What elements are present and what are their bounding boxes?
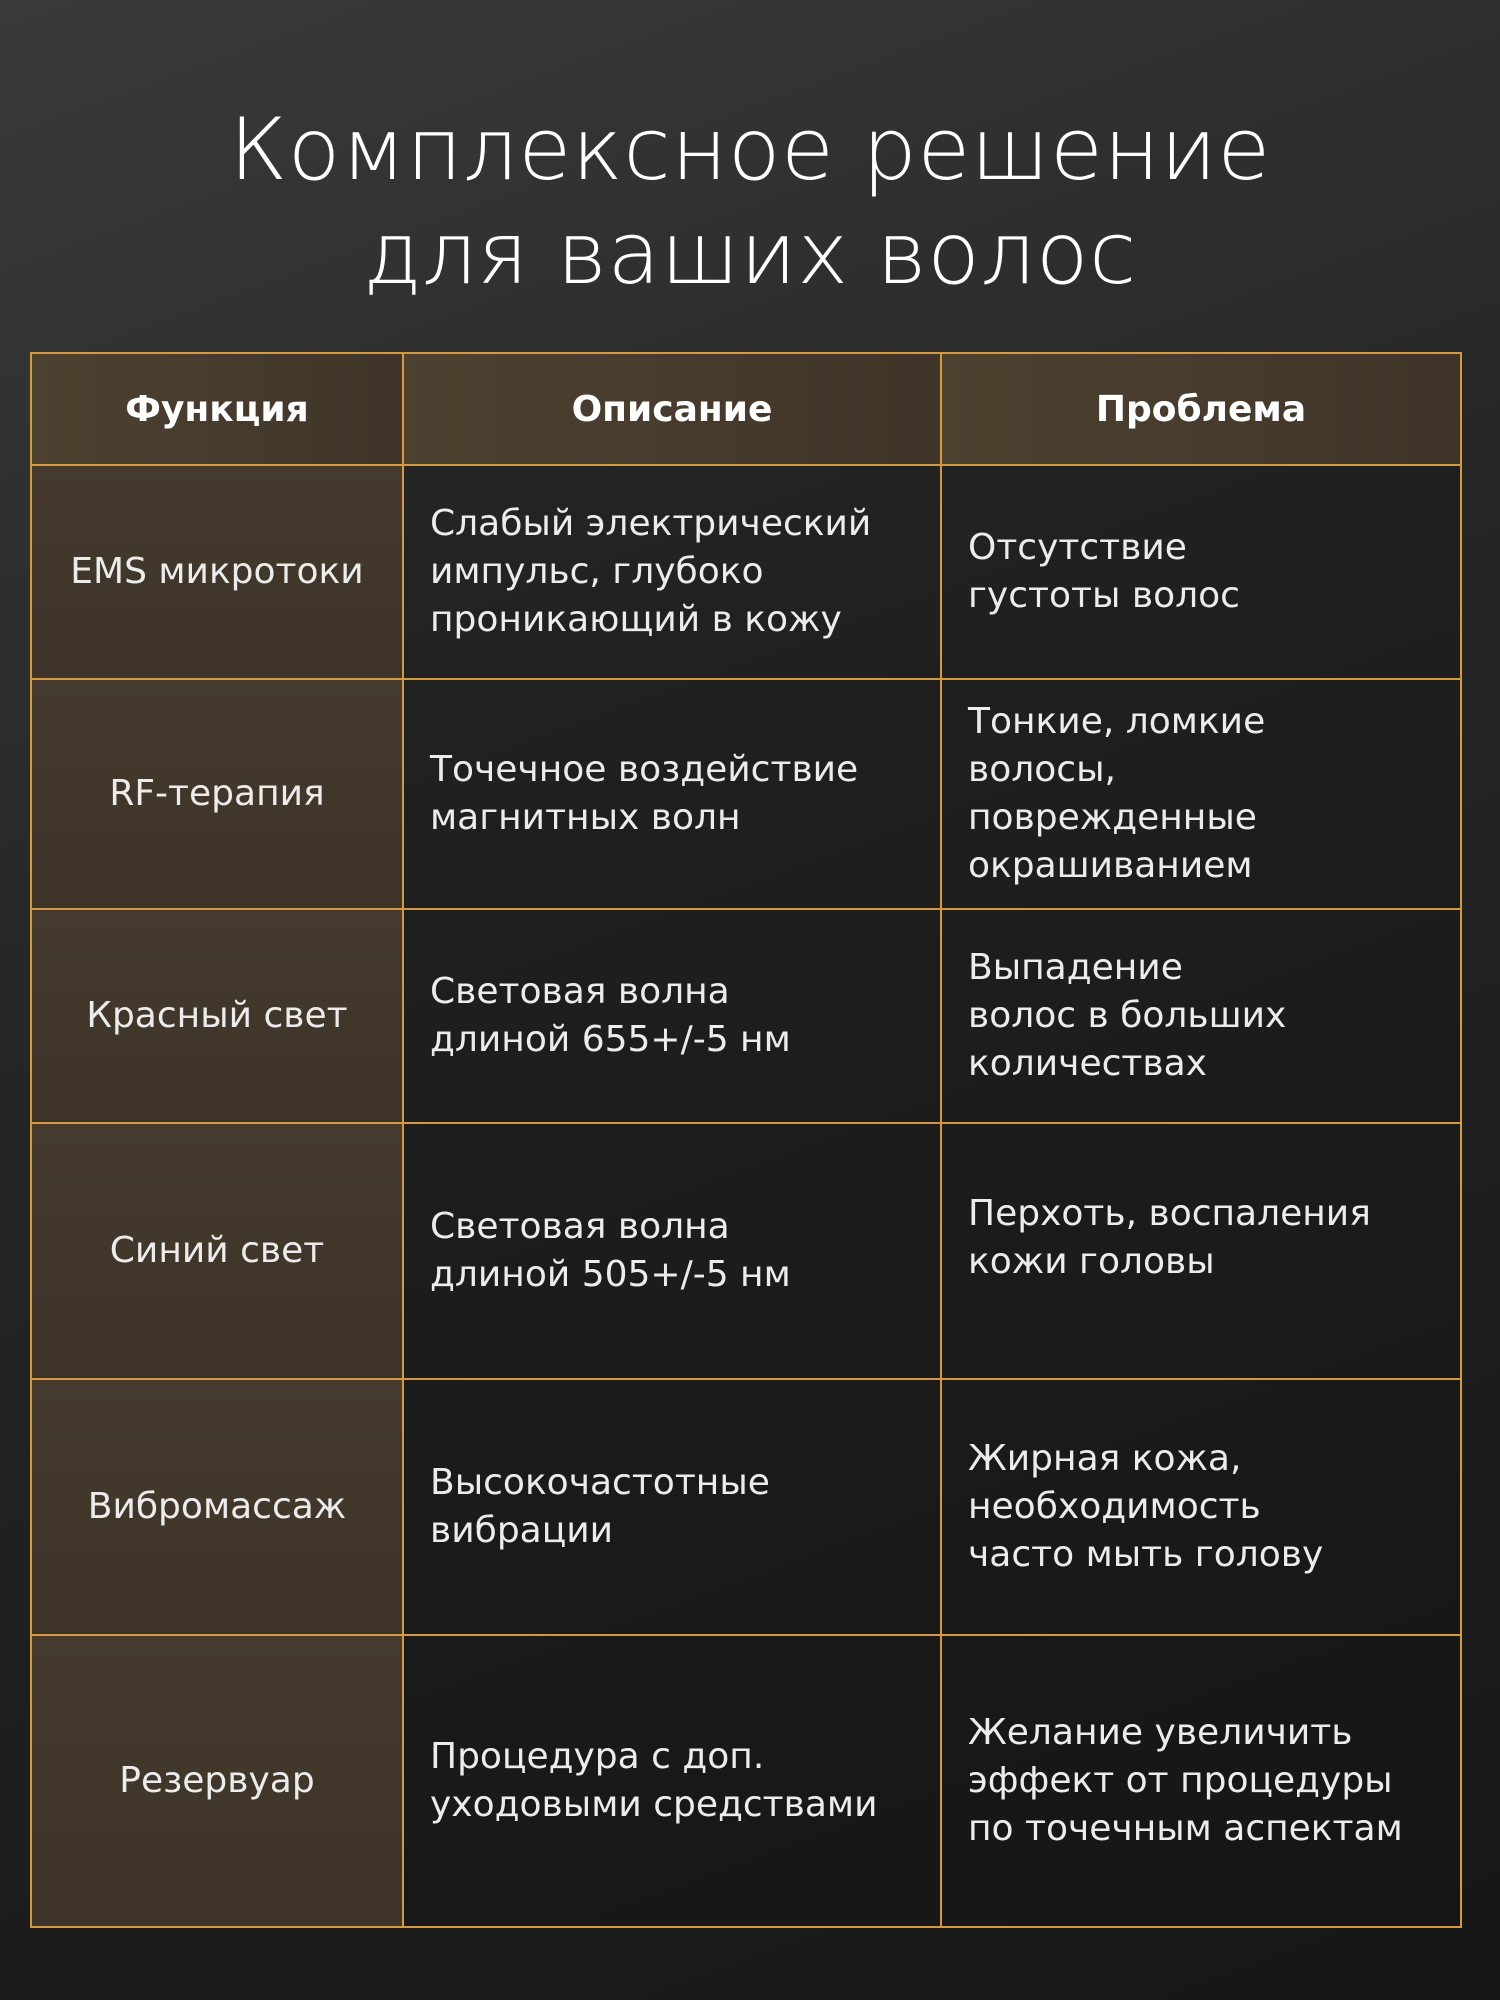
problem-line: количествах bbox=[968, 1043, 1207, 1084]
table-row bbox=[31, 1635, 1461, 1927]
description-cell bbox=[403, 1379, 941, 1635]
comparison-table bbox=[30, 352, 1462, 1928]
function-cell: Резервуар bbox=[31, 1635, 403, 1927]
description-line: магнитных волн bbox=[430, 797, 741, 838]
problem-line: густоты волос bbox=[968, 575, 1240, 616]
problem-line: Жирная кожа, bbox=[968, 1438, 1242, 1479]
problem-cell bbox=[941, 679, 1461, 909]
description-cell bbox=[403, 679, 941, 909]
problem-cell bbox=[941, 1379, 1461, 1635]
problem-line: поврежденные bbox=[968, 797, 1257, 838]
problem-cell bbox=[941, 1123, 1461, 1379]
description-line: импульс, глубоко bbox=[430, 551, 764, 592]
description-line: длиной 655+/-5 нм bbox=[430, 1019, 791, 1060]
problem-line: окрашиванием bbox=[968, 845, 1253, 886]
problem-cell bbox=[941, 1635, 1461, 1927]
problem-line: волосы, bbox=[968, 749, 1116, 790]
description-line: уходовыми средствами bbox=[430, 1784, 878, 1825]
problem-line: Тонкие, ломкие bbox=[968, 701, 1266, 742]
description-cell bbox=[403, 1123, 941, 1379]
description-line: Процедура с доп. bbox=[430, 1736, 765, 1777]
function-cell: Синий свет bbox=[31, 1123, 403, 1379]
function-cell: Красный свет bbox=[31, 909, 403, 1123]
table-row bbox=[31, 679, 1461, 909]
problem-line: эффект от процедуры bbox=[968, 1760, 1393, 1801]
table-row bbox=[31, 909, 1461, 1123]
problem-line: кожи головы bbox=[968, 1241, 1215, 1282]
table-row bbox=[31, 465, 1461, 679]
description-line: Световая волна bbox=[430, 971, 730, 1012]
description-line: Точечное воздействие bbox=[430, 749, 859, 790]
problem-line: Желание увеличить bbox=[968, 1712, 1353, 1753]
problem-line: часто мыть голову bbox=[968, 1534, 1324, 1575]
table-header-row bbox=[31, 353, 1461, 465]
problem-line: Отсутствие bbox=[968, 527, 1187, 568]
problem-cell bbox=[941, 465, 1461, 679]
function-cell: EMS микротоки bbox=[31, 465, 403, 679]
description-line: Высокочастотные bbox=[430, 1462, 770, 1503]
description-cell bbox=[403, 1635, 941, 1927]
description-line: Световая волна bbox=[430, 1206, 730, 1247]
problem-line: необходимость bbox=[968, 1486, 1261, 1527]
description-line: длиной 505+/-5 нм bbox=[430, 1254, 791, 1295]
problem-line: Перхоть, воспаления bbox=[968, 1193, 1371, 1234]
problem-cell bbox=[941, 909, 1461, 1123]
title-line-1: Комплексное решение bbox=[229, 100, 1271, 200]
header-problem: Проблема bbox=[941, 353, 1461, 465]
problem-line: Выпадение bbox=[968, 947, 1183, 988]
table-row bbox=[31, 1379, 1461, 1635]
problem-line: волос в больших bbox=[968, 995, 1287, 1036]
page-title bbox=[0, 98, 1500, 306]
table-row bbox=[31, 1123, 1461, 1379]
description-line: вибрации bbox=[430, 1510, 614, 1551]
header-function: Функция bbox=[31, 353, 403, 465]
description-line: проникающий в кожу bbox=[430, 599, 842, 640]
header-description: Описание bbox=[403, 353, 941, 465]
function-cell: Вибромассаж bbox=[31, 1379, 403, 1635]
problem-line: по точечным аспектам bbox=[968, 1808, 1403, 1849]
description-cell bbox=[403, 909, 941, 1123]
description-line: Слабый электрический bbox=[430, 503, 872, 544]
function-cell: RF-терапия bbox=[31, 679, 403, 909]
description-cell bbox=[403, 465, 941, 679]
title-line-2: для ваших волос bbox=[363, 204, 1137, 304]
